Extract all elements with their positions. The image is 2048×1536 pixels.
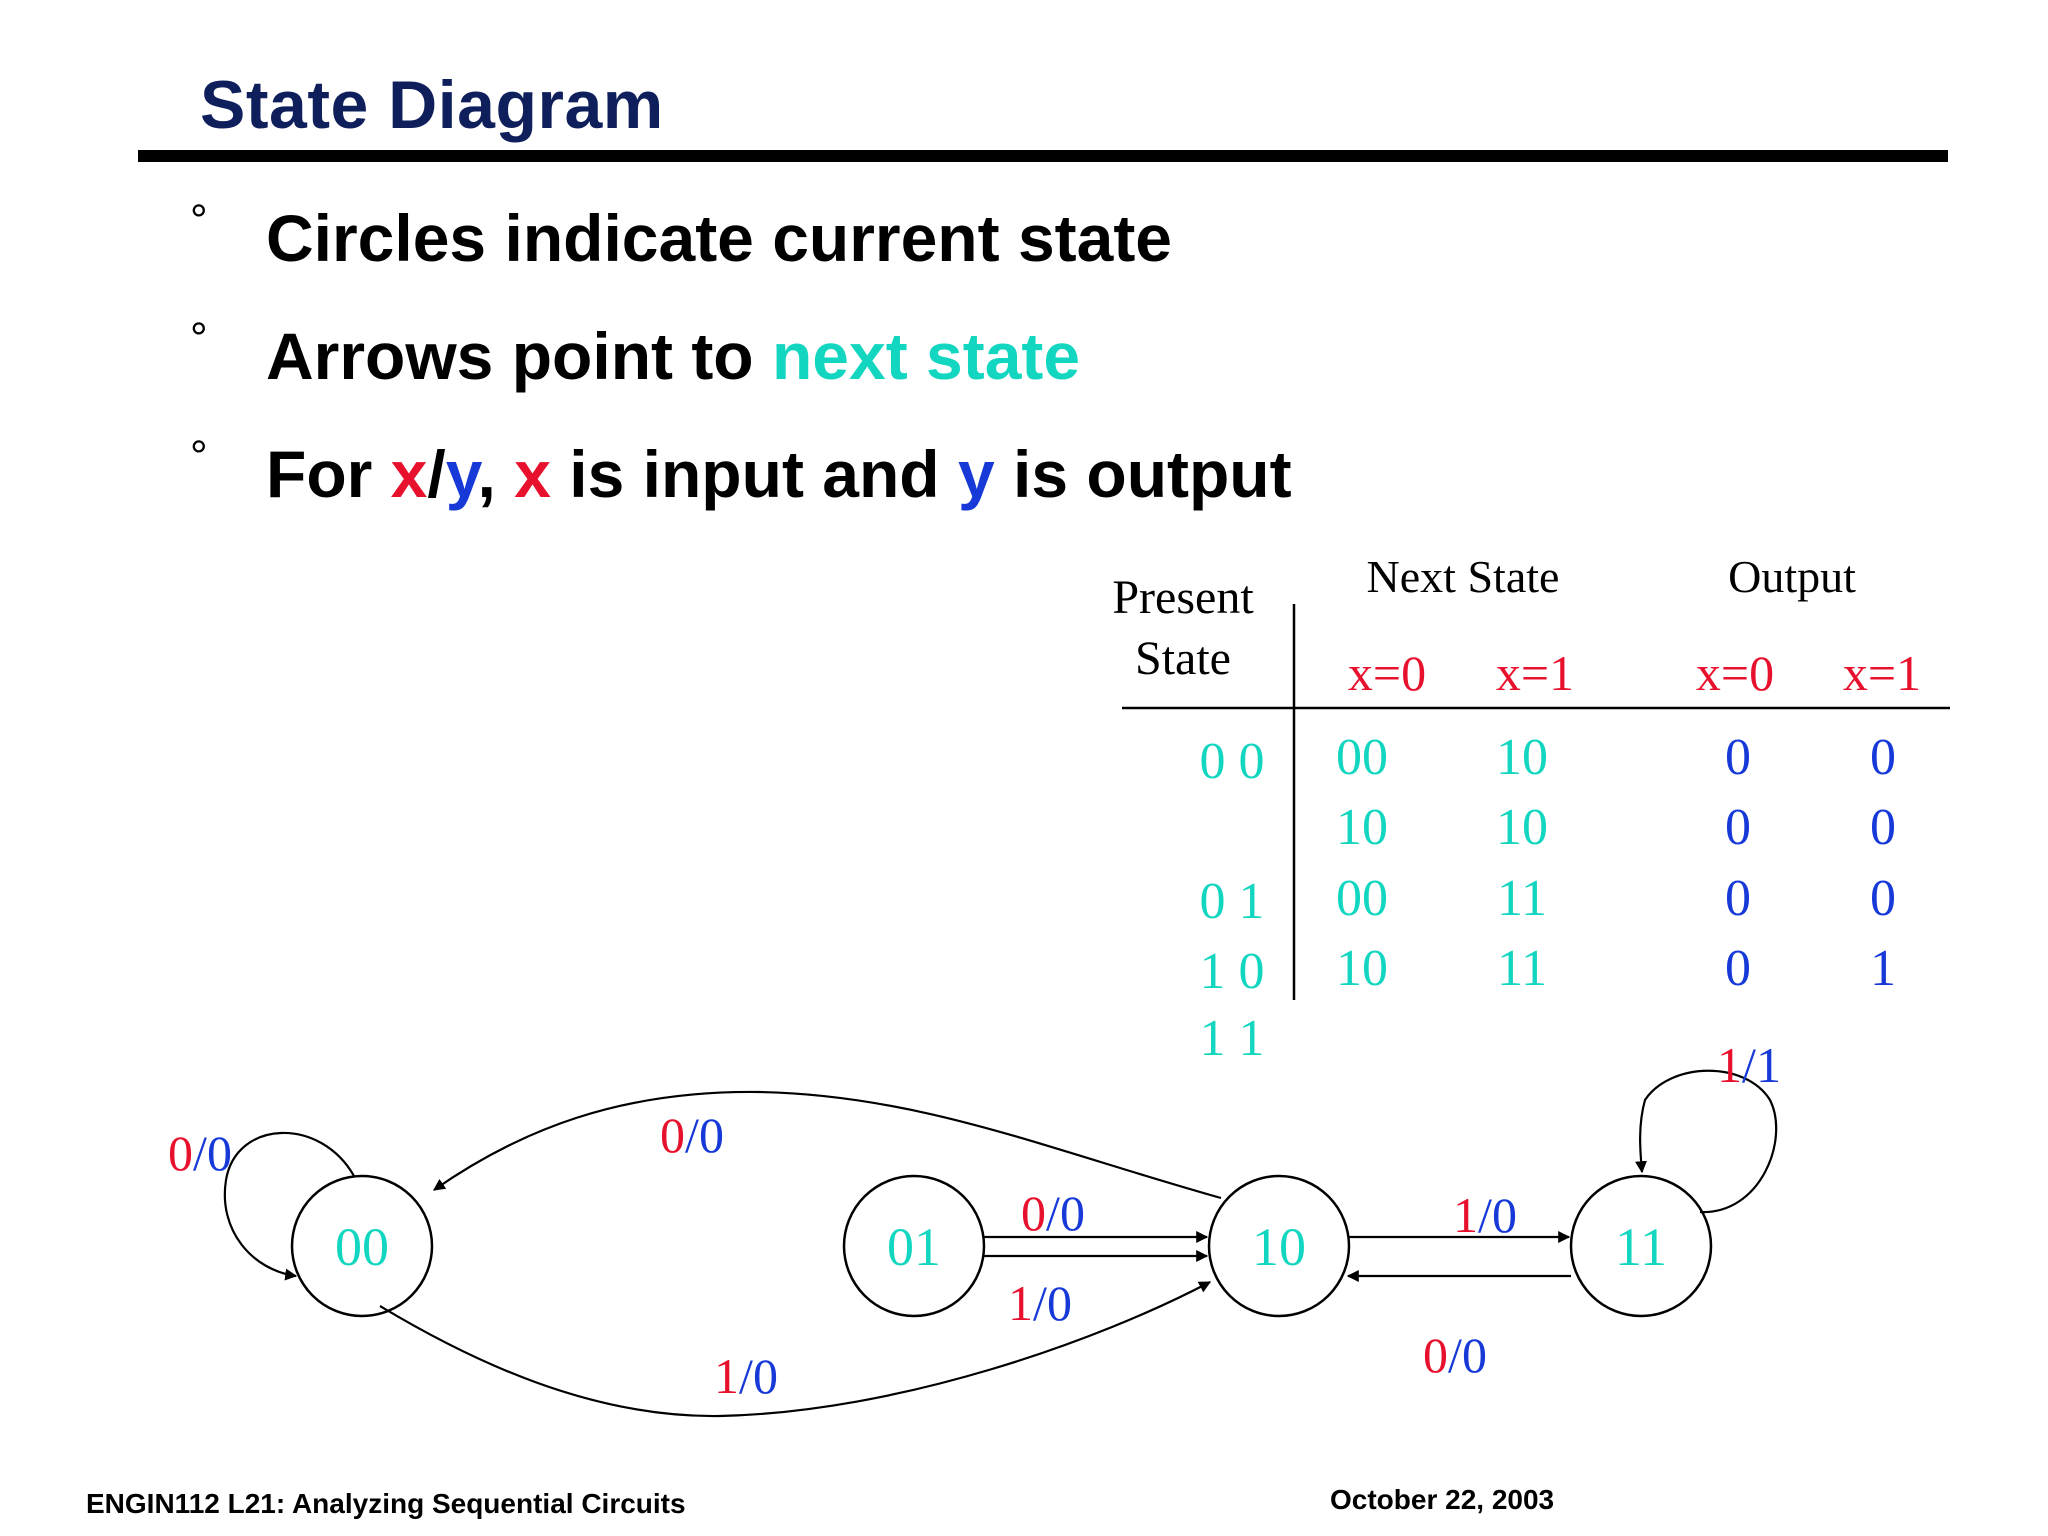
present-state-10: 1 0 xyxy=(1199,943,1265,1000)
cell-out-x1: 0 xyxy=(1870,870,1896,927)
cell-out-x0: 0 xyxy=(1725,940,1751,997)
cell-out-x0: 0 xyxy=(1725,870,1751,927)
cell-next-x0: 10 xyxy=(1336,799,1388,856)
cell-next-x1: 11 xyxy=(1496,940,1548,997)
table-sub-next-x0: x=0 xyxy=(1347,645,1427,701)
bullet-3-part-0: For xyxy=(266,437,391,511)
transition-10-to-00 xyxy=(434,1092,1221,1198)
bullet-3-part-8: is output xyxy=(994,437,1292,511)
present-state-11: 1 1 xyxy=(1199,1010,1265,1067)
label-11-self: 1/1 xyxy=(1717,1037,1781,1093)
table-header-output: Output xyxy=(1728,551,1856,602)
bullet-marker-2: ° xyxy=(190,314,208,363)
slide-title: State Diagram xyxy=(200,67,664,143)
bullet-3-part-3: y xyxy=(445,437,478,511)
bullet-2-text-a: Arrows point to xyxy=(266,319,772,393)
table-header-present-2: State xyxy=(1135,632,1231,685)
label-00-self: 0/0 xyxy=(168,1125,232,1181)
label-10-to-11: 1/0 xyxy=(1453,1187,1517,1243)
cell-next-x1: 10 xyxy=(1496,729,1548,786)
bullet-1-text: Circles indicate current state xyxy=(266,201,1173,275)
present-state-01: 0 1 xyxy=(1199,873,1265,930)
present-state-00: 0 0 xyxy=(1199,733,1265,790)
state-node-01 xyxy=(844,1176,984,1316)
state-node-00 xyxy=(292,1176,432,1316)
label-11-to-10: 0/0 xyxy=(1423,1327,1487,1383)
cell-next-x0: 10 xyxy=(1336,940,1388,997)
label-10-to-00: 0/0 xyxy=(660,1107,724,1163)
footer-date: October 22, 2003 xyxy=(1330,1484,1555,1515)
cell-next-x1: 10 xyxy=(1496,799,1548,856)
cell-next-x0: 00 xyxy=(1336,870,1388,927)
bullet-marker-3: ° xyxy=(190,432,208,481)
bullet-3-part-1: x xyxy=(390,437,428,511)
footer-course: ENGIN112 L21: Analyzing Sequential Circuits xyxy=(86,1488,686,1519)
bullet-3-part-4: , xyxy=(477,437,515,511)
cell-out-x1: 1 xyxy=(1870,940,1896,997)
table-header-next-state: Next State xyxy=(1366,551,1560,602)
state-node-11 xyxy=(1571,1176,1711,1316)
table-row xyxy=(1336,870,1896,927)
state-label-01: 01 xyxy=(887,1217,941,1277)
table-row xyxy=(1336,940,1896,997)
state-node-10 xyxy=(1209,1176,1349,1316)
state-label-00: 00 xyxy=(335,1217,389,1277)
table-sub-out-x1: x=1 xyxy=(1842,645,1922,701)
bullet-3-part-2: / xyxy=(427,437,446,511)
cell-out-x1: 0 xyxy=(1870,799,1896,856)
table-row xyxy=(1336,729,1896,786)
bullet-3-part-7: y xyxy=(957,437,995,511)
cell-out-x1: 0 xyxy=(1870,729,1896,786)
transition-00-to-10 xyxy=(380,1282,1210,1416)
bullet-2-next-state: next state xyxy=(771,319,1081,393)
state-label-10: 10 xyxy=(1252,1217,1306,1277)
cell-next-x0: 00 xyxy=(1336,729,1388,786)
cell-next-x1: 11 xyxy=(1496,870,1548,927)
cell-out-x0: 0 xyxy=(1725,799,1751,856)
label-00-to-10: 1/0 xyxy=(714,1348,778,1404)
bullet-3-part-6: is input and xyxy=(550,437,958,511)
table-sub-next-x1: x=1 xyxy=(1495,645,1575,701)
table-row xyxy=(1336,799,1896,856)
state-label-11: 11 xyxy=(1615,1217,1667,1277)
bullet-3-part-5: x xyxy=(514,437,551,511)
table-header-present-1: Present xyxy=(1112,571,1254,624)
table-sub-out-x0: x=0 xyxy=(1695,645,1775,701)
bullet-marker-1: ° xyxy=(190,196,208,245)
label-01-to-10-top: 0/0 xyxy=(1021,1185,1085,1241)
cell-out-x0: 0 xyxy=(1725,729,1751,786)
label-01-to-10-bottom: 1/0 xyxy=(1008,1275,1072,1331)
